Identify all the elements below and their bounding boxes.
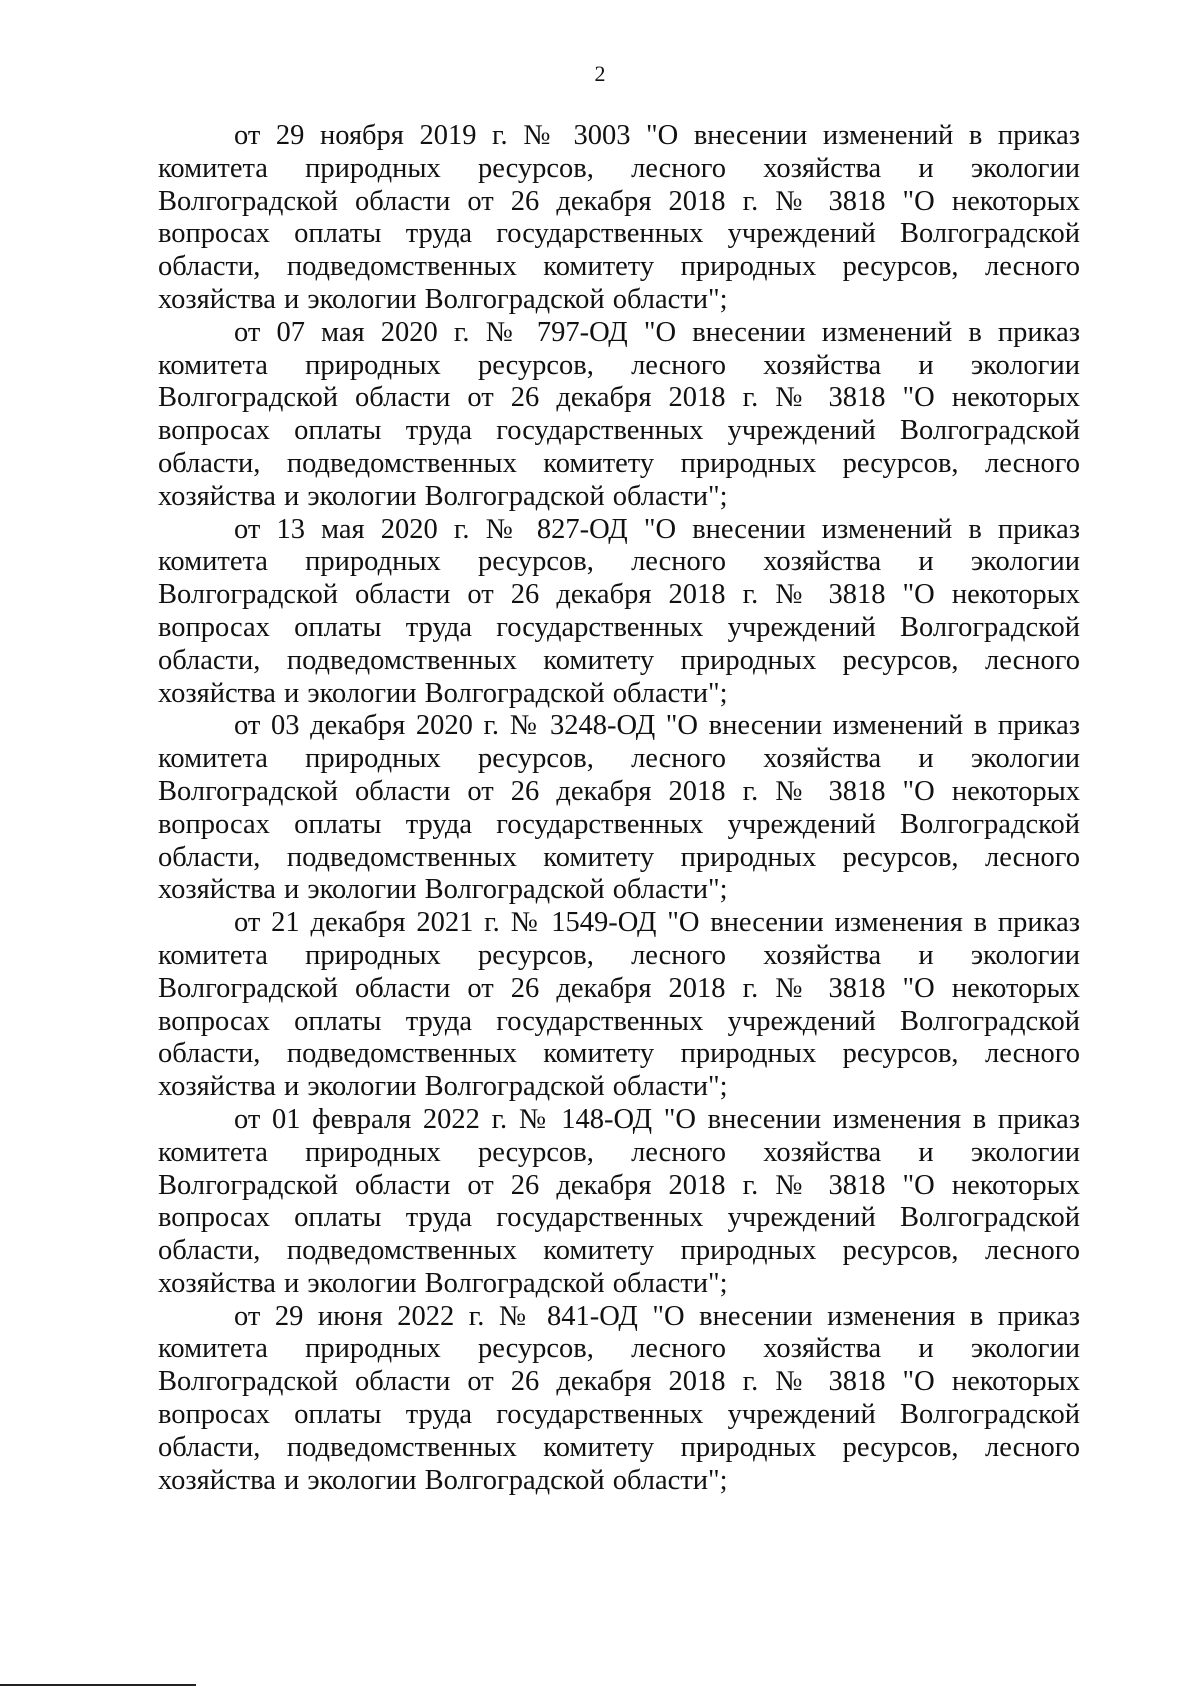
page-number: 2 — [594, 61, 606, 86]
order-entry: от 03 декабря 2020 г. № 3248-ОД "О внесении изменений в приказ комитета природных ресурсов, лесного хозяйства и экологии Волгоградской области от 26 декабря 2018 г. № 3818 "О некоторых вопросах оплаты труда государственных учреждений Волгоградской области, подведомственных комитету природных ресурсов, лесного хозяйства и экологии Волгоградской области"; — [158, 710, 1080, 906]
document-body — [158, 120, 1080, 1497]
footnote-divider — [0, 1684, 196, 1686]
order-entry: от 01 февраля 2022 г. № 148-ОД "О внесении изменения в приказ комитета природных ресурсов, лесного хозяйства и экологии Волгоградской области от 26 декабря 2018 г. № 3818 "О некоторых вопросах оплаты труда государственных учреждений Волгоградской области, подведомственных комитету природных ресурсов, лесного хозяйства и экологии Волгоградской области"; — [158, 1103, 1080, 1299]
order-entry: от 29 ноября 2019 г. № 3003 "О внесении изменений в приказ комитета природных ресурсов, лесного хозяйства и экологии Волгоградской области от 26 декабря 2018 г. № 3818 "О некоторых вопросах оплаты труда государственных учреждений Волгоградской области, подведомственных комитету природных ресурсов, лесного хозяйства и экологии Волгоградской области"; — [158, 120, 1080, 315]
order-entry: от 07 мая 2020 г. № 797-ОД "О внесении изменений в приказ комитета природных ресурсов, лесного хозяйства и экологии Волгоградской области от 26 декабря 2018 г. № 3818 "О некоторых вопросах оплаты труда государственных учреждений Волгоградской области, подведомственных комитету природных ресурсов, лесного хозяйства и экологии Волгоградской области"; — [158, 316, 1080, 512]
order-entry: от 21 декабря 2021 г. № 1549-ОД "О внесении изменения в приказ комитета природных ресурсов, лесного хозяйства и экологии Волгоградской области от 26 декабря 2018 г. № 3818 "О некоторых вопросах оплаты труда государственных учреждений Волгоградской области, подведомственных комитету природных ресурсов, лесного хозяйства и экологии Волгоградской области"; — [158, 907, 1080, 1103]
order-entry: от 29 июня 2022 г. № 841-ОД "О внесении изменения в приказ комитета природных ресурсов, лесного хозяйства и экологии Волгоградской области от 26 декабря 2018 г. № 3818 "О некоторых вопросах оплаты труда государственных учреждений Волгоградской области, подведомственных комитету природных ресурсов, лесного хозяйства и экологии Волгоградской области"; — [158, 1300, 1080, 1496]
order-entry: от 13 мая 2020 г. № 827-ОД "О внесении изменений в приказ комитета природных ресурсов, лесного хозяйства и экологии Волгоградской области от 26 декабря 2018 г. № 3818 "О некоторых вопросах оплаты труда государственных учреждений Волгоградской области, подведомственных комитету природных ресурсов, лесного хозяйства и экологии Волгоградской области"; — [158, 513, 1080, 709]
